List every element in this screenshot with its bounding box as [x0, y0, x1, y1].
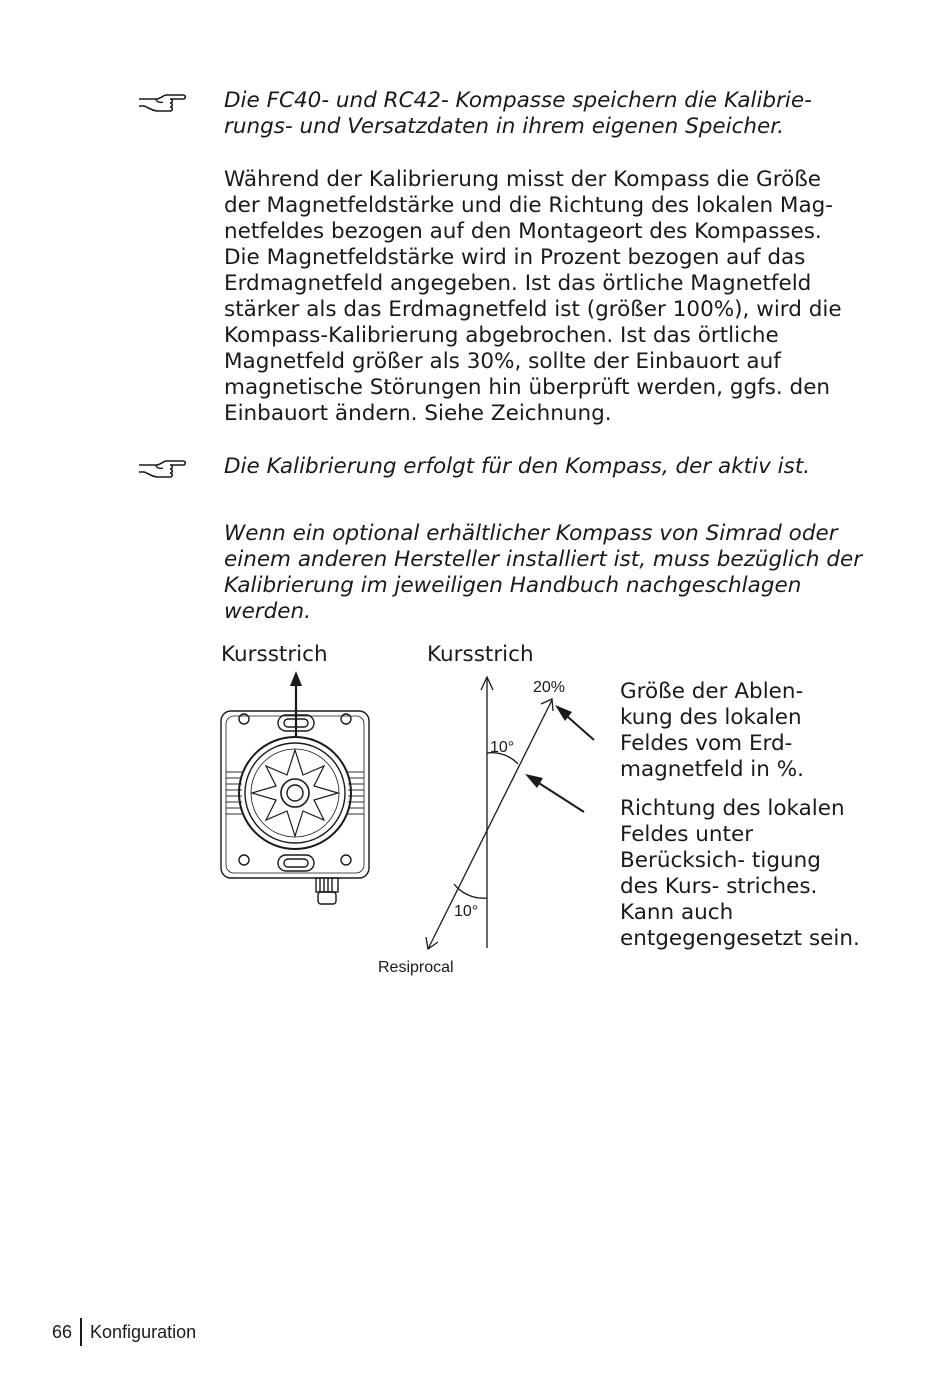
note-active-compass: Die Kalibrierung erfolgt für den Kompass, der aktiv ist. [224, 454, 811, 479]
section-name: Konfiguration [90, 1322, 197, 1342]
direction-explanation: Richtung des lokalen Feldes unter Berücksich- tigung des Kurs- striches. Kann auch entgegengesetzt sein. [620, 796, 860, 951]
left-heading-line-label: Kursstrich [221, 642, 328, 667]
angle-top-label: 10° [490, 739, 515, 756]
footer-divider [80, 1318, 82, 1346]
page-footer [52, 1318, 196, 1346]
deviation-explanation: Größe der Ablen- kung des lokalen Feldes vom Erd- magnetfeld in %. [620, 679, 804, 782]
optional-compass-note: Wenn ein optional erhältlicher Kompass von Simrad oder einem anderen Hersteller installiert ist, muss bezüglich der Kalibrierung im jeweiligen Handbuch nachgeschlagen werden. [224, 521, 863, 624]
angle-bottom-label: 10° [454, 903, 479, 920]
note-calibration-storage: Die FC40- und RC42- Kompasse speichern die Kalibrie- rungs- und Versatzdaten in ihrem eigenen Speicher. [224, 88, 812, 139]
percent-label: 20% [533, 679, 566, 696]
deviation-diagram [426, 677, 594, 949]
right-heading-line-label: Kursstrich [427, 642, 534, 667]
compass-unit-drawing [221, 671, 369, 904]
calibration-description: Während der Kalibrierung misst der Kompass die Größe der Magnetfeldstärke und die Richtung des lokalen Mag- netfeldes bezogen auf den Montageort des Kompasses. Die Magnetfeldstärke wird in Prozent bezogen auf das Erdmagnetfeld angegeben. Ist das örtliche Magnetfeld stärker als das Erdmagnetfeld ist (größer 100%), wird die Kompass-Kalibrierung abgebrochen. Ist das örtliche Magnetfeld größer als 30%, sollte der Einbauort auf magnetische Störungen hin überprüft werden, ggfs. den Einbauort ändern. Siehe Zeichnung. [224, 167, 842, 426]
reciprocal-label: Resiprocal [378, 959, 454, 976]
page-number: 66 [52, 1322, 73, 1342]
